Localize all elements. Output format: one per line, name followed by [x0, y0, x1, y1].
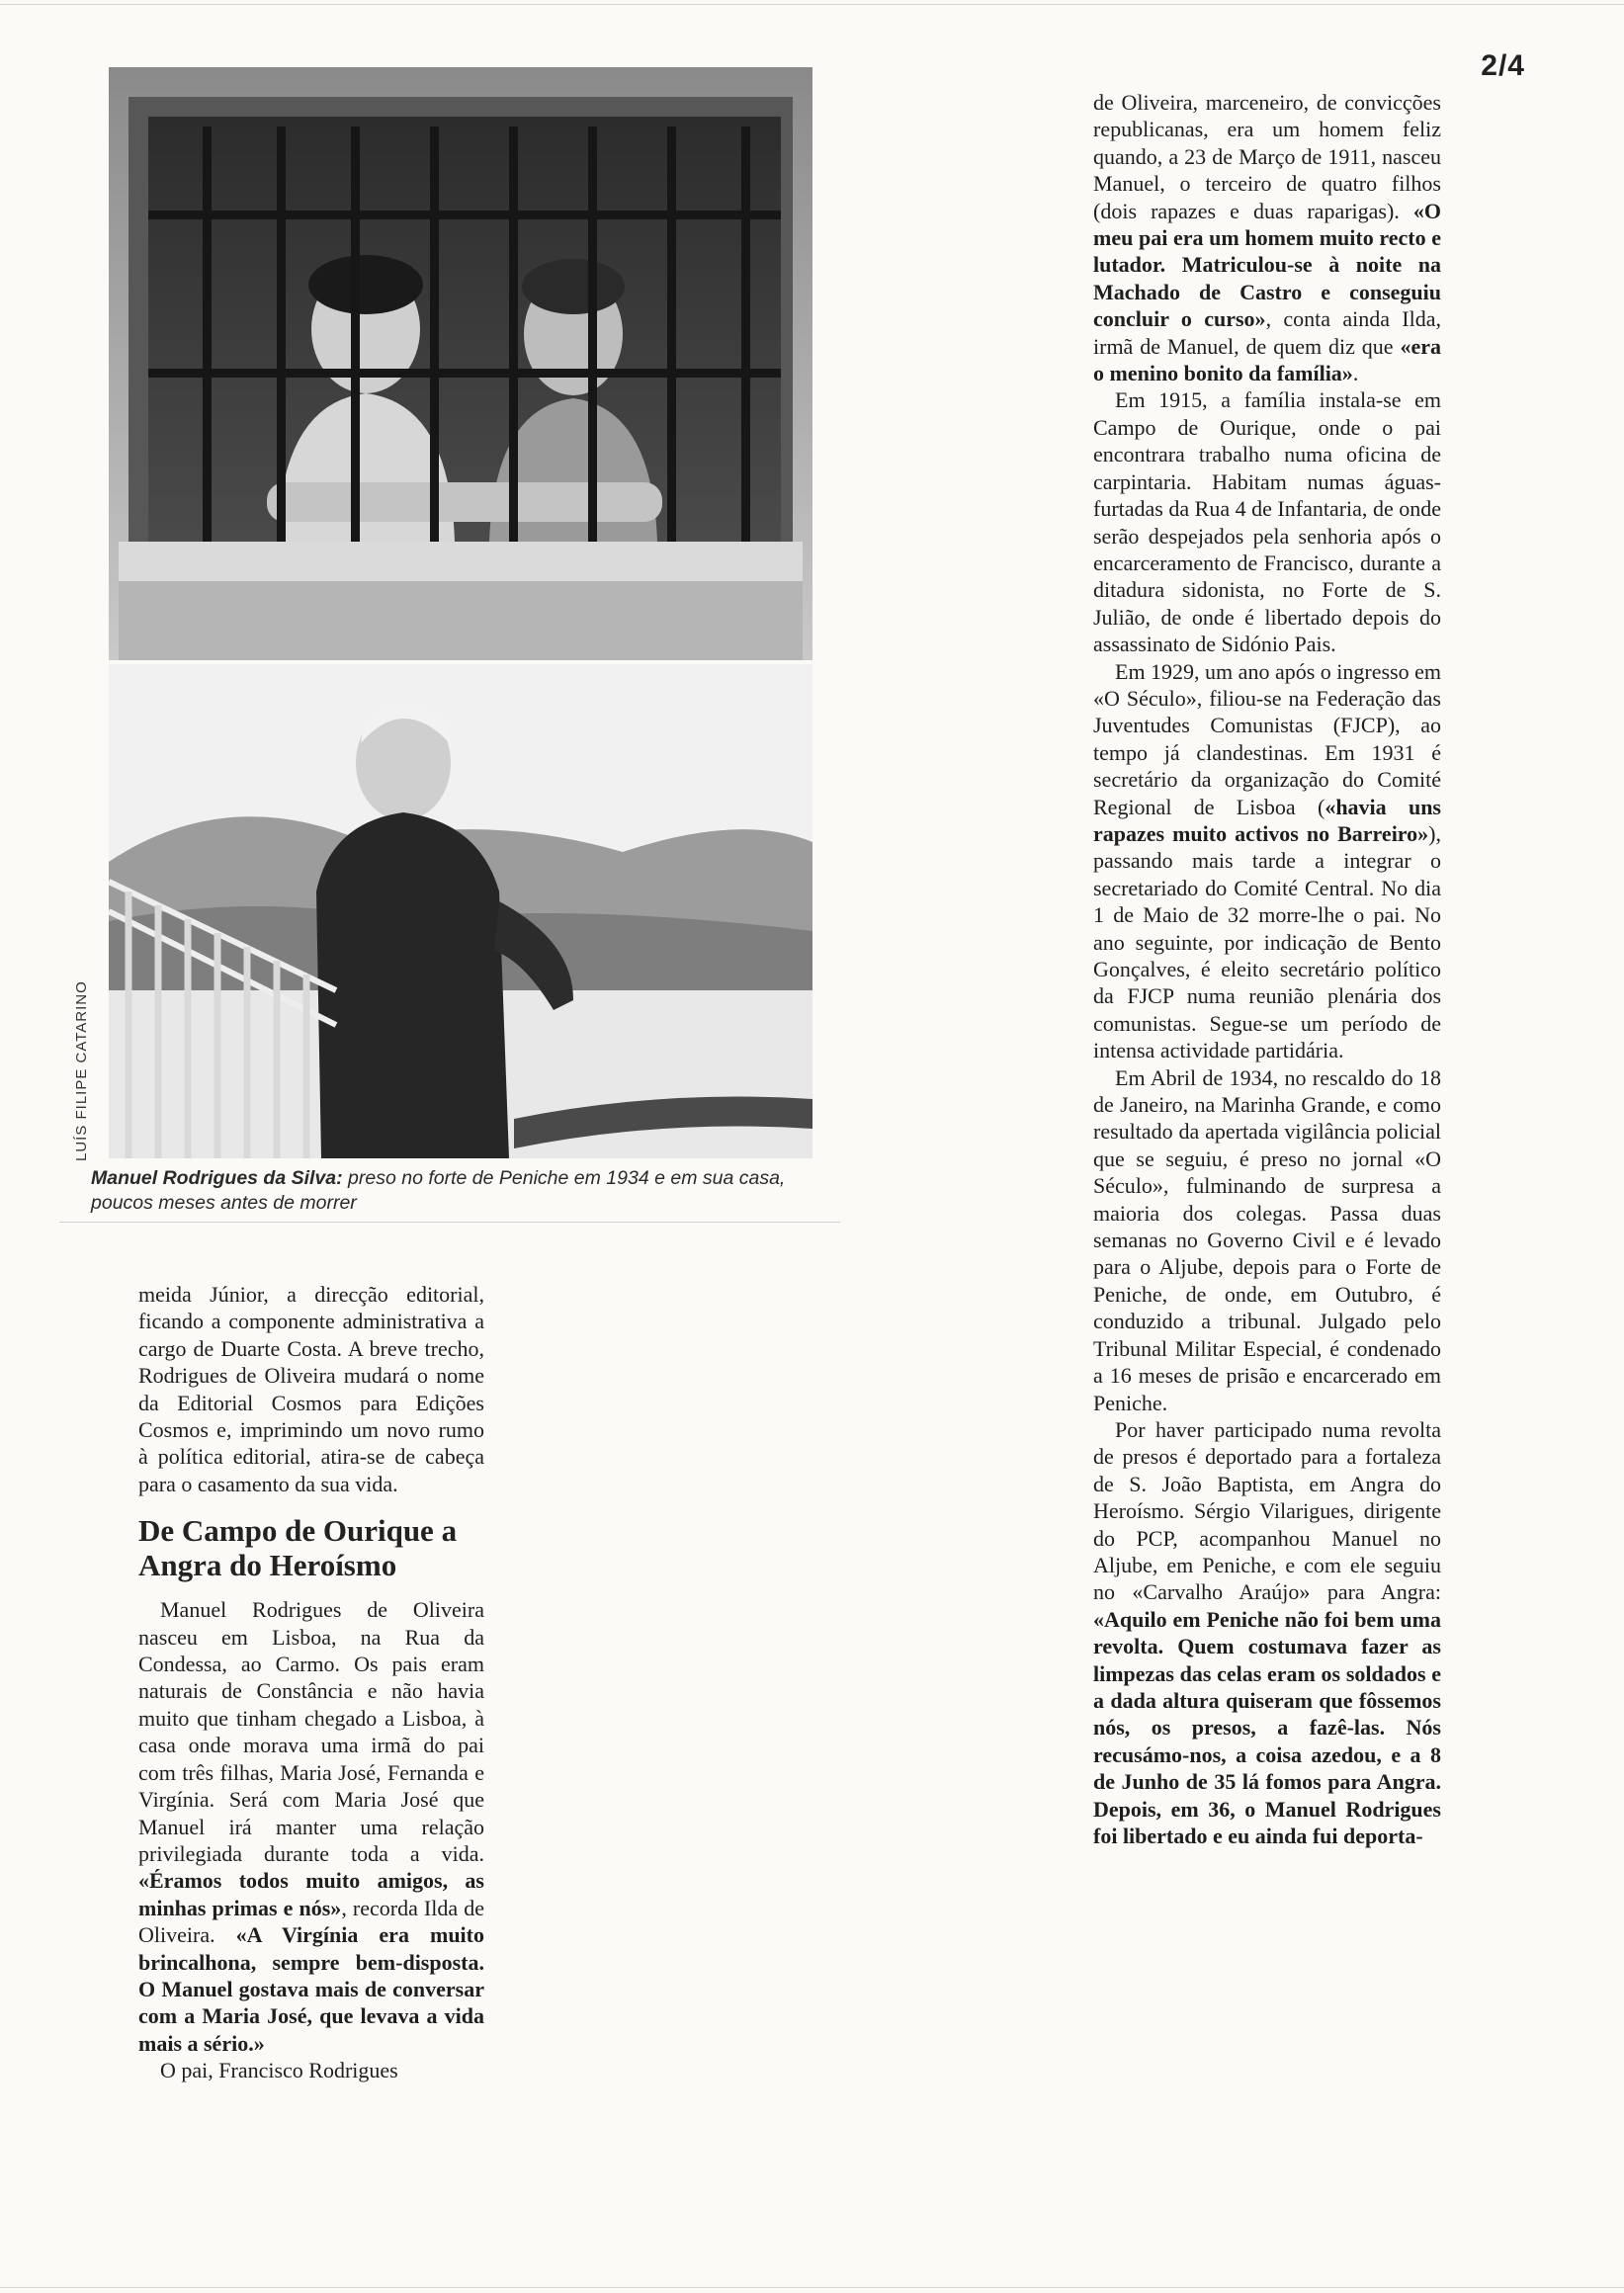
photo-balcony: [109, 664, 812, 1158]
caption-divider: [59, 1222, 840, 1223]
left-paragraph-1: meida Júnior, a direcção editorial, ficando a componente administrativa a cargo de Duarte Costa. A breve trecho, Rodrigues de Oliveira mudará o nome da Editorial Cosmos para Edições Cosmos e, imprimindo um novo rumo à política editorial, atira-se de cabeça para o casamento da sua vida.: [138, 1282, 484, 1496]
right-column: [1093, 89, 1441, 1849]
left-paragraph-2-quote-1: «Éramos todos muito amigos, as minhas primas e nós»: [138, 1868, 484, 1920]
right-paragraph-4: Em Abril de 1934, no rescaldo do 18 de Janeiro, na Marinha Grande, e como resultado da apertada vigilância policial que se seguiu, é preso no jornal «O Século», fulminando de surpresa a maioria dos colegas. Passa duas semanas no Governo Civil e é levado para o Aljube, depois para o Forte de Peniche, de onde, em Outubro, é conduzido a tribunal. Julgado pelo Tribunal Militar Especial, é condenado a 16 meses de prisão e encarcerado em Peniche.: [1093, 1064, 1441, 1415]
right-paragraph-3: [1093, 658, 1441, 1064]
right-paragraph-1-quote-1: «O meu pai era um homem muito recto e lutador. Matriculou-se à noite na Machado de Castro e conseguiu concluir o curso»: [1093, 198, 1441, 332]
photo-prison-window: [109, 67, 812, 660]
right-paragraph-2: Em 1915, a família instala-se em Campo de Ourique, onde o pai encontrara trabalho numa oficina de carpintaria. Habitam numas águas-furtadas da Rua 4 de Infantaria, de onde serão despejados pela senhoria após o encarceramento de Francisco, durante a ditadura sidonista, no Forte de S. Julião, de onde é libertado depois do assassinato de Sidónio Pais.: [1093, 387, 1441, 657]
caption-text: preso no forte de Peniche em 1934 e em sua casa, poucos meses antes de morrer: [91, 1167, 786, 1214]
left-column: [138, 1281, 484, 2084]
photo-caption: [91, 1166, 822, 1216]
right-paragraph-5-quote: «Aquilo em Peniche não foi bem uma revolta. Quem costumava fazer as limpezas das celas eram os soldados e a dada altura quiseram que fôssemos nós, os presos, a fazê-las. Nós recusámo-nos, a coisa azedou, e a 8 de Junho de 35 lá fomos para Angra. Depois, em 36, o Manuel Rodrigues foi libertado e eu ainda fui deporta-: [1093, 1606, 1441, 1848]
left-paragraph-2-text: Manuel Rodrigues de Oliveira nasceu em Lisboa, na Rua da Condessa, ao Carmo. Os pais eram naturais de Constância e não havia muito que tinham chegado a Lisboa, à casa onde morava uma irmã do pai com três filhas, Maria José, Fernanda e Virgínia. Será com Maria José que Manuel irá manter uma relação privilegiada durante toda a vida.: [138, 1597, 484, 1866]
right-paragraph-5: [1093, 1416, 1441, 1850]
balcony-illustration: [109, 664, 812, 1158]
prison-window-illustration: [109, 67, 812, 660]
right-paragraph-3-text-b: ), passando mais tarde a integrar o secretariado do Comité Central. No dia 1 de Maio de 32 morre-lhe o pai. No ano seguinte, por indicação de Bento Gonçalves, é eleito secretário político da FJCP numa reunião plenária dos comunistas. Segue-se um período de intensa actividade partidária.: [1093, 820, 1441, 1063]
left-paragraph-2-text-b: , recorda Ilda de Oliveira.: [138, 1895, 484, 1948]
page-number: 2/4: [1481, 49, 1525, 82]
photo-credit: LUÍS FILIPE CATARINO: [73, 980, 90, 1161]
left-paragraph-2: [138, 1596, 484, 2057]
right-paragraph-1-end: .: [1352, 361, 1359, 386]
right-paragraph-3-quote: «havia uns rapazes muito activos no Barreiro»: [1093, 794, 1441, 846]
right-paragraph-1: [1093, 89, 1441, 386]
right-paragraph-3-text: Em 1929, um ano após o ingresso em «O Século», filiou-se na Federação das Juventudes Comunistas (FJCP), ao tempo já clandestinas. Em 1931 é secretário da organização do Comité Regional de Lisboa (: [1093, 658, 1441, 819]
scan-edge: [0, 4, 1624, 5]
left-paragraph-3: O pai, Francisco Rodrigues: [160, 2058, 398, 2083]
right-paragraph-1-quote-2: «era o menino bonito da família»: [1093, 333, 1441, 386]
section-subheading: De Campo de Ourique a Angra do Heroísmo: [138, 1513, 458, 1583]
scan-edge-bottom: [0, 2287, 1624, 2288]
left-paragraph-2-quote-2: «A Virgínia era muito brincalhona, sempre bem-disposta. O Manuel gostava mais de conversar com a Maria José, que levava a vida mais a sério.»: [138, 1922, 484, 2056]
right-paragraph-1-text: de Oliveira, marceneiro, de convicções republicanas, era um homem feliz quando, a 23 de Março de 1911, nasceu Manuel, o terceiro de quatro filhos (dois rapazes e duas raparigas).: [1093, 90, 1441, 223]
caption-name: Manuel Rodrigues da Silva:: [91, 1167, 343, 1189]
right-paragraph-1-text-b: , conta ainda Ilda, irmã de Manuel, de quem diz que: [1093, 306, 1441, 359]
right-paragraph-5-text: Por haver participado numa revolta de presos é deportado para a fortaleza de S. João Baptista, em Angra do Heroísmo. Sérgio Vilarigues, dirigente do PCP, acompanhou Manuel no Aljube, em Peniche, e com ele seguiu no «Carvalho Araújo» para Angra:: [1093, 1416, 1441, 1605]
